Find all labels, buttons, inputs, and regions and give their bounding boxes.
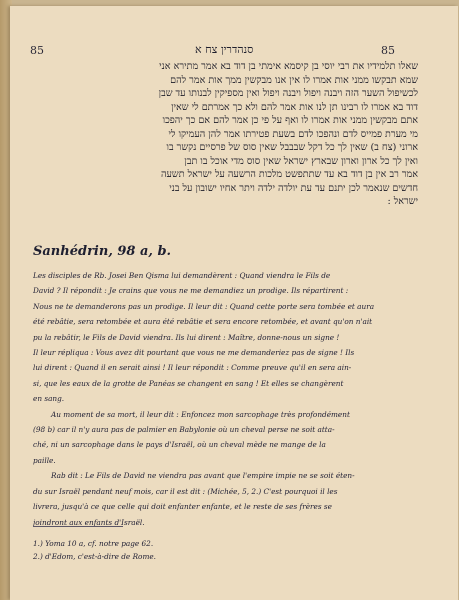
hebrew-line: ארוני (צח ב) שאין לך כל דקל שבבבל שאין סוס של פרסיים נקשר בו xyxy=(166,142,418,153)
hebrew-line: ואין לך כל ארון וארון שבארץ ישראל שאין סוס מדי אוכל בו תבן xyxy=(184,155,418,167)
hebrew-line: מי מערת פמייס לדם ונהפכו לדם בשעת פטירתו אמר להן העמיקו לי xyxy=(168,128,418,140)
french-line: si, que les eaux de la grotte de Panéas se changent en sang ! Et elles se changèrent xyxy=(33,378,344,388)
footnotes xyxy=(33,537,156,563)
page-number-right: 85 xyxy=(381,44,395,57)
hebrew-line: לכשיפול השער הזה ויבנה ויפול ויבנה ויפול ואין מספיקין לבנותו עד שבן xyxy=(158,88,418,99)
french-line: paille. xyxy=(33,455,56,465)
french-line: Nous ne te demanderons pas un prodige. Il leur dit : Quand cette porte sera tombée et aura xyxy=(33,301,375,311)
french-line: du sur Israël pendant neuf mois, car il est dit : (Michée, 5, 2.) C'est pourquoi il les xyxy=(33,486,338,496)
hebrew-line: דוד בא אמרו לו רבינו תן לנו אות אמר להם ולא כך אמרתם לי שאין xyxy=(171,101,418,113)
hebrew-text-block xyxy=(33,60,418,209)
french-line: Les disciples de Rb. Josei Ben Qisma lui demandèrent : Quand viendra le Fils de xyxy=(33,271,331,280)
hebrew-line: אמר רב אין בן דוד בא עד שתתפשט מלכות הרשעה על ישראל תשעה xyxy=(160,169,418,180)
hebrew-line: חדשים שנאמר לכן יתנם עד עת יולדה ילדה ויתר אחיו ישובון על בני xyxy=(169,182,418,194)
hebrew-line: אתם מבקשין ממני אות אמרו לו ואף על פי כן אמר להם אם כך יהפכו xyxy=(162,115,418,126)
hebrew-title: סנהדרין צח א xyxy=(195,43,254,56)
french-line: Il leur répliqua : Vous avez dit pourtant que vous ne me demanderiez pas de signe ! Ils xyxy=(33,348,355,358)
french-line: joindront aux enfants d'Israël. xyxy=(33,517,145,527)
hebrew-line: שאלו תלמידיו את רבי יוסי בן קיסמא אימתי בן דוד בא אמר מתירא אני xyxy=(159,61,418,72)
french-line: été rebâtie, sera retombée et aura été rebâtie et sera encore retombée, et avant qu'on n'ait xyxy=(33,317,373,327)
hebrew-line: שמא תבקשו ממני אות אמרו לו אין אנו מבקשין ממך אות אמר להם xyxy=(170,74,418,86)
hebrew-line: ישראל : xyxy=(387,196,418,207)
french-line: pu la rebâtir, le Fils de David viendra. Ils lui dirent : Maître, donne-nous un signe ! xyxy=(33,332,340,342)
french-line: Au moment de sa mort, il leur dit : Enfoncez mon sarcophage très profondément xyxy=(51,409,350,419)
footnote: 1.) Yoma 10 a, cf. notre page 62. xyxy=(33,539,154,548)
french-line: ché, ni un sarcophage dans le pays d'Israël, où un cheval mède ne mange de la xyxy=(33,440,326,450)
page-number-left: 85 xyxy=(30,44,44,57)
french-line: livrera, jusqu'à ce que celle qui doit enfanter enfante, et le reste de ses frères se xyxy=(33,502,332,512)
french-line: en sang. xyxy=(33,394,65,404)
french-text-block xyxy=(33,268,418,530)
section-heading: Sanhédrin, 98 a, b. xyxy=(33,244,172,259)
footnote: 2.) d'Edom, c'est-à-dire de Rome. xyxy=(33,552,157,561)
footnote-divider xyxy=(33,526,123,527)
french-line: (98 b) car il n'y aura pas de palmier en Babylonie où un cheval perse ne soit atta- xyxy=(33,425,335,435)
french-line: Rab dit : Le Fils de David ne viendra pas avant que l'empire impie ne se soit éten- xyxy=(51,471,355,481)
french-line: lui dirent : Quand il en serait ainsi ! Il leur répondit : Comme preuve qu'il en sera ain- xyxy=(33,363,352,373)
french-line: David ? Il répondit : Je crains que vous ne me demandiez un prodige. Ils répartirent : xyxy=(33,286,349,296)
